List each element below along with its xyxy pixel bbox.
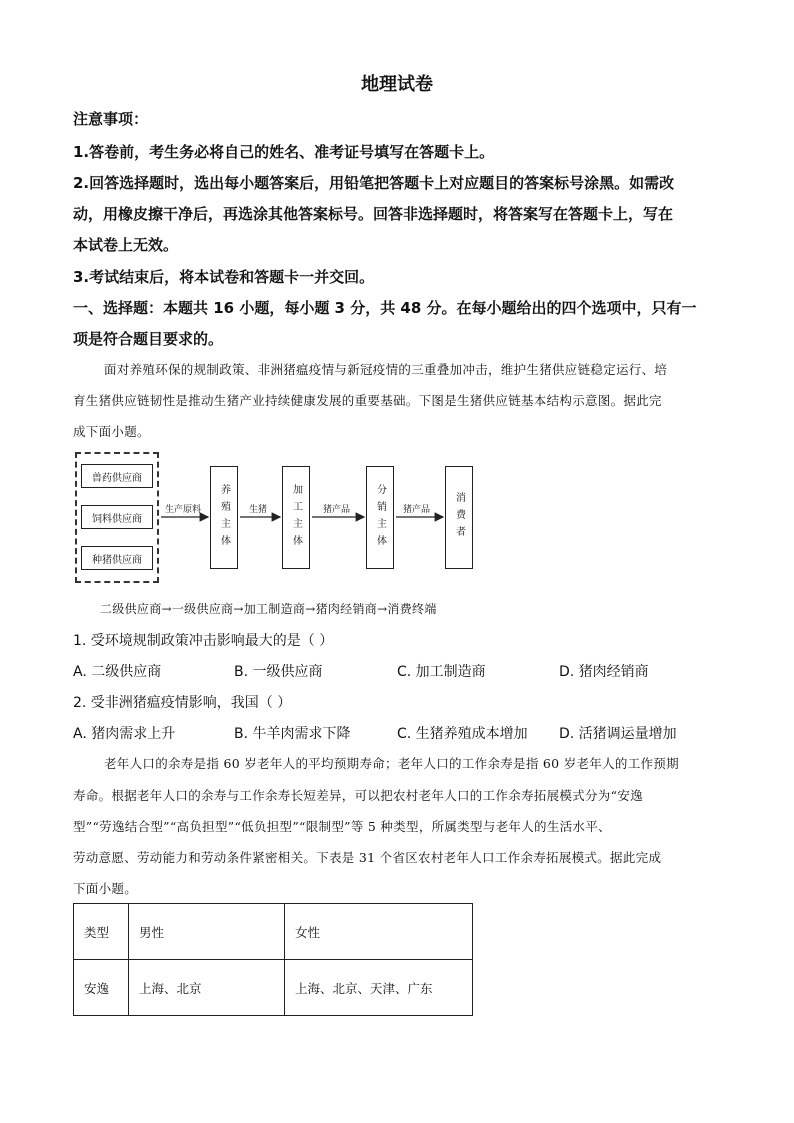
table-cell-female: 上海、北京、天津、广东 [285, 960, 473, 1016]
page-title: 地理试卷 [361, 74, 433, 95]
arrow-label-pork-1: 猪产品 [323, 505, 351, 515]
section-heading-line-2: 项是符合题目要求的。 [73, 330, 224, 348]
stage-distribution-label: 分销主体 [374, 483, 386, 552]
supplier-breeding-pig: 种猪供应商 [81, 546, 153, 570]
question-1-option-a[interactable]: A. 二级供应商 [73, 664, 162, 680]
table-header-type: 类型 [74, 904, 129, 960]
notice-item-2-line-1: 2.回答选择题时，选出每小题答案后，用铅笔把答题卡上对应题目的答案标号涂黑。如需改 [73, 174, 675, 192]
retirement-mode-table [73, 903, 473, 1016]
context1-line-2: 育生猪供应链韧性是推动生猪产业持续健康发展的重要基础。下图是生猪供应链基本结构示意图。据此完 [73, 393, 662, 408]
stage-farming-label: 养殖主体 [218, 483, 230, 552]
table-row [74, 960, 473, 1016]
question-2-option-b[interactable]: B. 牛羊肉需求下降 [234, 726, 351, 742]
question-1-option-b[interactable]: B. 一级供应商 [234, 664, 323, 680]
question-1-option-d[interactable]: D. 猪肉经销商 [559, 664, 649, 680]
stage-processing-label: 加工主体 [290, 483, 302, 552]
diagram-caption: 二级供应商→一级供应商→加工制造商→猪肉经销商→消费终端 [100, 602, 437, 616]
arrow-label-live-pig: 生猪 [249, 505, 268, 515]
context2-line-4: 劳动意愿、劳动能力和劳动条件紧密相关。下表是 31 个省区农村老年人口工作余寿拓展模式。据此完成 [73, 850, 662, 865]
question-2-option-d[interactable]: D. 活猪调运量增加 [559, 726, 677, 742]
table-header-row [74, 904, 473, 960]
context2-line-1: 老年人口的余寿是指 60 岁老年人的平均预期寿命；老年人口的工作余寿是指 60 岁老年人的工作预期 [104, 756, 679, 771]
question-1-stem: 1. 受环境规制政策冲击影响最大的是（ ） [73, 633, 334, 649]
notice-item-2-line-3: 本试卷上无效。 [73, 236, 179, 254]
context1-line-1: 面对养殖环保的规制政策、非洲猪瘟疫情与新冠疫情的三重叠加冲击，维护生猪供应链稳定运行、培 [104, 362, 668, 377]
supplier-feed: 饲料供应商 [81, 505, 153, 529]
question-2-option-a[interactable]: A. 猪肉需求上升 [73, 726, 176, 742]
notice-item-2-line-2: 动，用橡皮擦干净后，再选涂其他答案标号。回答非选择题时，将答案写在答题卡上，写在 [73, 205, 674, 223]
supplier-vet-drug: 兽药供应商 [81, 464, 153, 488]
arrow-label-raw-materials: 生产原料 [165, 505, 202, 515]
arrow-label-pork-2: 猪产品 [403, 505, 431, 515]
question-2-option-c[interactable]: C. 生猪养殖成本增加 [397, 726, 528, 742]
table-cell-type: 安逸 [74, 960, 129, 1016]
context2-line-2: 寿命。根据老年人口的余寿与工作余寿长短差异，可以把农村老年人口的工作余寿拓展模式分为“安逸 [73, 788, 643, 803]
question-1-option-c[interactable]: C. 加工制造商 [397, 664, 486, 680]
stage-consumer-label: 消费者 [453, 492, 465, 543]
table-cell-male: 上海、北京 [129, 960, 285, 1016]
context1-line-3: 成下面小题。 [73, 424, 150, 439]
question-2-stem: 2. 受非洲猪瘟疫情影响，我国（ ） [73, 695, 292, 711]
table-header-male: 男性 [129, 904, 285, 960]
context2-line-5: 下面小题。 [73, 881, 138, 896]
notice-item-1: 1.答卷前，考生务必将自己的姓名、准考证号填写在答题卡上。 [73, 143, 495, 161]
notice-heading: 注意事项： [73, 110, 149, 128]
table-header-female: 女性 [285, 904, 473, 960]
notice-item-3: 3.考试结束后，将本试卷和答题卡一并交回。 [73, 268, 375, 286]
context2-line-3: 型”“劳逸结合型”“高负担型”“低负担型”“限制型”等 5 种类型，所属类型与老年人的生活水平、 [73, 819, 611, 834]
section-heading-line-1: 一、选择题：本题共 16 小题，每小题 3 分，共 48 分。在每小题给出的四个选项中，只有一 [73, 299, 697, 317]
